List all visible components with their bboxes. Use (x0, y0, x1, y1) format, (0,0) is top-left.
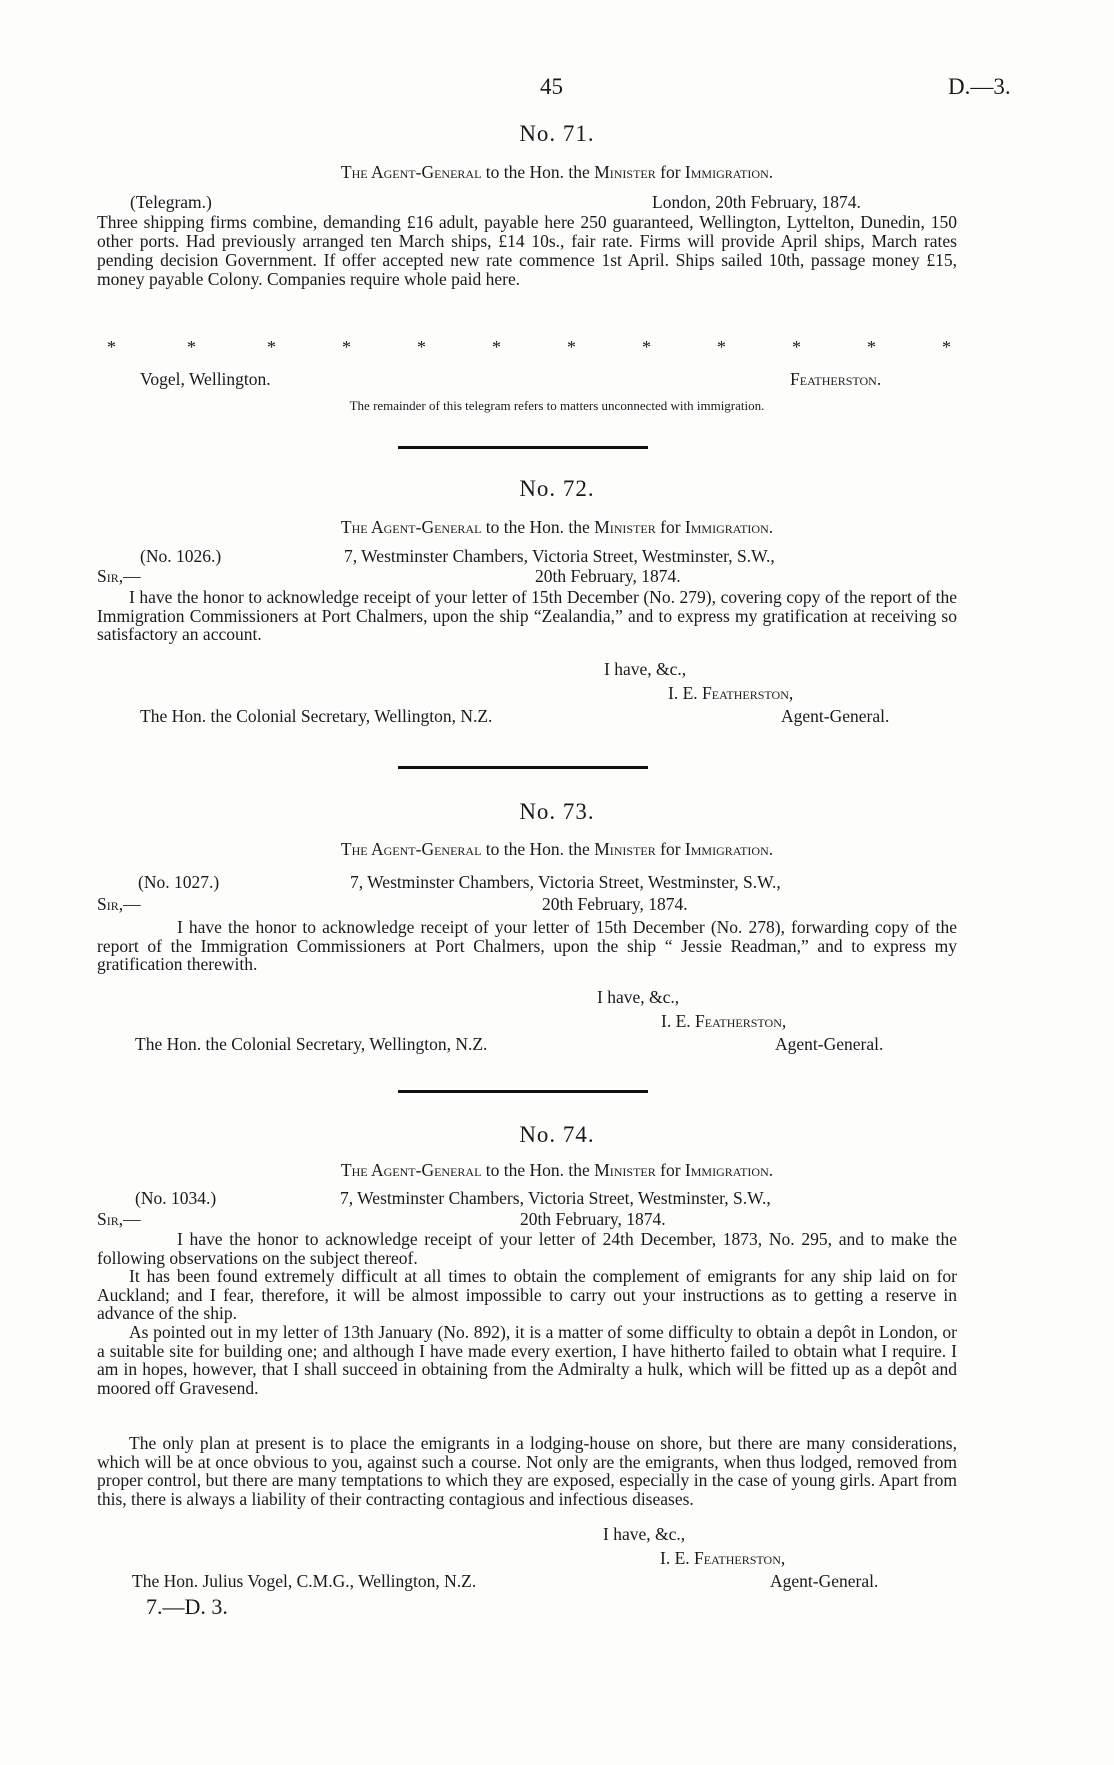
letter-74-sig-title: Agent-General. (770, 1571, 879, 1591)
letter-73-number: No. 73. (519, 799, 595, 824)
letter-74-signature: I. E. Featherston, (660, 1548, 786, 1568)
title-from: The Agent-General (340, 517, 482, 537)
letter-74-paragraph: The only plan at present is to place the emigrants in a lodging-house on shore, but there are many considerations, which will be at once obvious to you, against such a course. Not only are the emigrants, when thus lodged, removed from proper control, but there are many temptations to which they are exposed, especially in the case of young girls. Apart from this, there is always a liability of their contracting contagious and infectious diseases. (97, 1433, 957, 1509)
letter-72-salutation: Sir,— (97, 566, 141, 586)
asterisk-separator: * (417, 337, 426, 357)
asterisk-separator: * (492, 337, 501, 357)
letter-71-note: The remainder of this telegram refers to matters unconnected with immigration. (349, 398, 765, 413)
letter-72-title (0, 518, 1114, 537)
title-subject: Immigration. (684, 162, 774, 182)
letter-74-salutation: Sir,— (97, 1209, 141, 1229)
title-from: The Agent-General (340, 162, 482, 182)
asterisk-separator: * (867, 337, 876, 357)
letter-74-date: 20th February, 1874. (520, 1209, 666, 1229)
letter-74-closing: I have, &c., (603, 1524, 686, 1544)
asterisk-separator: * (567, 337, 576, 357)
title-from: The Agent-General (340, 1160, 482, 1180)
letter-72-sig-title: Agent-General. (781, 706, 890, 726)
asterisk-separator: * (792, 337, 801, 357)
asterisk-separator: * (642, 337, 651, 357)
letter-73-ref: (No. 1027.) (138, 872, 220, 892)
letter-71-body: Three shipping firms combine, demanding £16 adult, payable here 250 guaranteed, Wellington, Lyttelton, Dunedin, 150 other ports. Had previously arranged ten March ships, £14 10s., fair rate. Firms will provide April ships, March rates pending decision Government. If offer accepted new rate commence 1st April. Ships sailed 10th, passage money £15, money payable Colony. Companies require whole paid here. (97, 212, 957, 289)
letter-73-addressee: The Hon. the Colonial Secretary, Wellington, N.Z. (135, 1034, 488, 1054)
letter-73-date: 20th February, 1874. (542, 894, 688, 914)
title-to: Minister (594, 839, 656, 859)
title-to: Minister (594, 162, 656, 182)
title-subject: Immigration. (684, 517, 774, 537)
document-reference: D.—3. (948, 74, 1011, 99)
title-to: Minister (594, 517, 656, 537)
letter-74-number: No. 74. (519, 1122, 595, 1147)
letter-74-ref: (No. 1034.) (135, 1188, 217, 1208)
printer-signature-mark: 7.—D. 3. (146, 1594, 228, 1619)
title-for: for (660, 1160, 681, 1180)
letter-72-address: 7, Westminster Chambers, Victoria Street, Westminster, S.W., (344, 546, 775, 566)
title-mid: to the Hon. the (485, 517, 590, 537)
letter-72-signature: I. E. Featherston, (668, 683, 794, 703)
asterisk-separator: * (717, 337, 726, 357)
letter-73-address: 7, Westminster Chambers, Victoria Street, Westminster, S.W., (350, 872, 781, 892)
letter-72-number: No. 72. (519, 476, 595, 501)
letter-74-addressee: The Hon. Julius Vogel, C.M.G., Wellington, N.Z. (132, 1571, 477, 1591)
letter-72-addressee: The Hon. the Colonial Secretary, Wellington, N.Z. (140, 706, 493, 726)
letter-71-title (0, 163, 1114, 182)
title-mid: to the Hon. the (485, 1160, 590, 1180)
section-divider (398, 1090, 648, 1093)
letter-73-closing: I have, &c., (597, 987, 680, 1007)
letter-71-ref: (Telegram.) (130, 192, 212, 212)
title-for: for (660, 839, 681, 859)
letter-74-address: 7, Westminster Chambers, Victoria Street, Westminster, S.W., (340, 1188, 771, 1208)
letter-73-salutation: Sir,— (97, 894, 141, 914)
letter-71-date: London, 20th February, 1874. (652, 192, 861, 212)
title-to: Minister (594, 1160, 656, 1180)
section-divider (398, 766, 648, 769)
title-mid: to the Hon. the (485, 839, 590, 859)
title-for: for (660, 517, 681, 537)
letter-72-ref: (No. 1026.) (140, 546, 222, 566)
title-subject: Immigration. (684, 839, 774, 859)
letter-73-body: I have the honor to acknowledge receipt of your letter of 15th December (No. 278), forwarding copy of the report of the Immigration Commissioners at Port Chalmers, upon the ship “ Jessie Readman,” and to express my gratification therewith. (97, 917, 957, 974)
letter-72-date: 20th February, 1874. (535, 566, 681, 586)
letter-71-number: No. 71. (519, 121, 595, 146)
page-number: 45 (540, 74, 563, 99)
title-subject: Immigration. (684, 1160, 774, 1180)
letter-74-paragraph: As pointed out in my letter of 13th January (No. 892), it is a matter of some difficulty to obtain a depôt in London, or a suitable site for building one; and although I have made every exertion, I have hitherto failed to obtain what I require. I am in hopes, however, that I shall succeed in obtaining from the Admiralty a hulk, which will be fitted up as a depôt and moored off Gravesend. (97, 1322, 957, 1398)
title-mid: to the Hon. the (485, 162, 590, 182)
letter-72-closing: I have, &c., (604, 659, 687, 679)
title-for: for (660, 162, 681, 182)
asterisk-separator: * (267, 337, 276, 357)
section-divider (398, 446, 648, 449)
letter-71-addressee: Vogel, Wellington. (140, 369, 271, 389)
letter-73-sig-title: Agent-General. (775, 1034, 884, 1054)
letter-71-signature: Featherston. (790, 369, 882, 389)
asterisk-separator: * (342, 337, 351, 357)
asterisk-separator: * (942, 337, 951, 357)
letter-74-paragraph: I have the honor to acknowledge receipt of your letter of 24th December, 1873, No. 295, and to make the following observations on the subject thereof. (97, 1229, 957, 1268)
letter-73-signature: I. E. Featherston, (661, 1011, 787, 1031)
letter-74-title (0, 1161, 1114, 1180)
asterisk-separator: * (107, 337, 116, 357)
title-from: The Agent-General (340, 839, 482, 859)
asterisk-separator: * (187, 337, 196, 357)
letter-74-paragraph: It has been found extremely difficult at all times to obtain the complement of emigrants for any ship laid on for Auckland; and I fear, therefore, it will be almost impossible to carry out your instructions as to getting a reserve in advance of the ship. (97, 1266, 957, 1323)
letter-73-title (0, 840, 1114, 859)
letter-72-body: I have the honor to acknowledge receipt of your letter of 15th December (No. 279), covering copy of the report of the Immigration Commissioners at Port Chalmers, upon the ship “Zealandia,” and to express my gratification at receiving so satisfactory an account. (97, 587, 957, 644)
